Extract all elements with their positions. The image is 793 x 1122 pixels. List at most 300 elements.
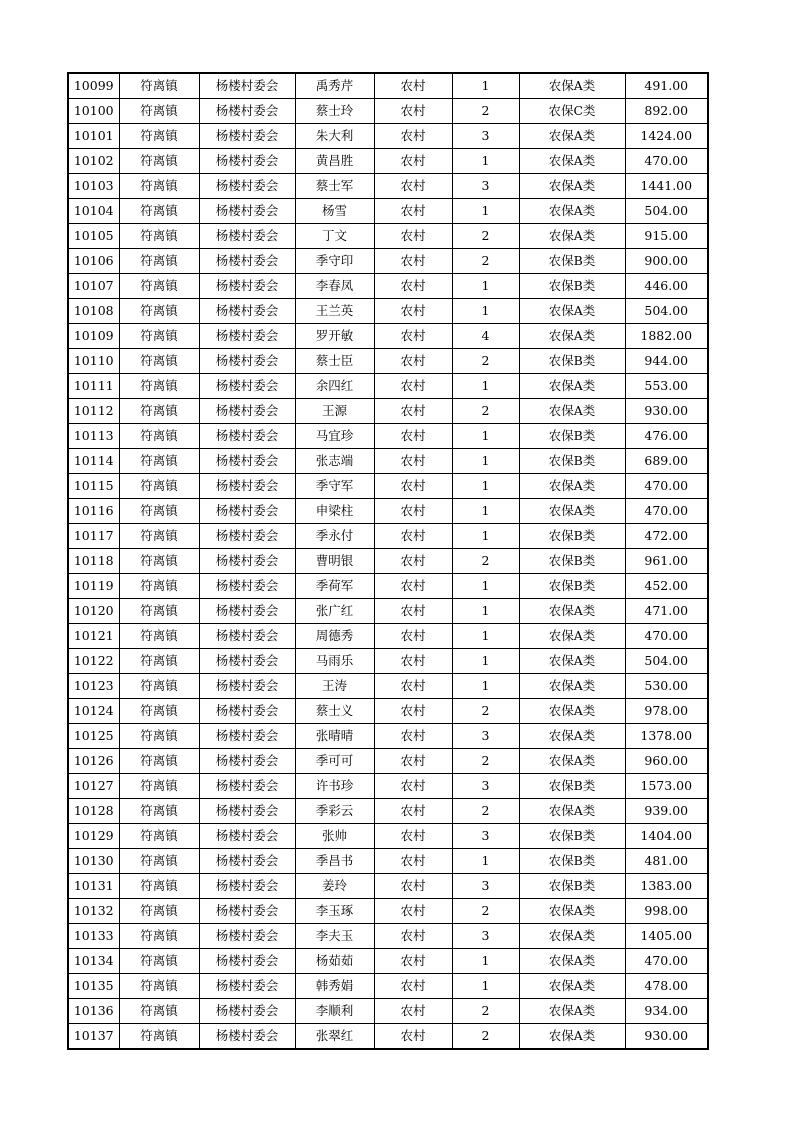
village-cell: 杨楼村委会 [199,249,295,274]
name-cell: 曹明银 [295,549,374,574]
name-cell: 张翠红 [295,1024,374,1050]
amount-cell: 471.00 [625,599,708,624]
category-cell: 农保A类 [519,474,625,499]
amount-cell: 930.00 [625,399,708,424]
category-cell: 农保A类 [519,299,625,324]
table-row [68,349,708,374]
category-cell: 农保B类 [519,449,625,474]
town-cell: 符离镇 [119,249,199,274]
area-type-cell: 农村 [374,324,452,349]
table-row [68,699,708,724]
household-size-cell: 2 [452,899,519,924]
area-type-cell: 农村 [374,874,452,899]
name-cell: 申梁柱 [295,499,374,524]
village-cell: 杨楼村委会 [199,199,295,224]
category-cell: 农保B类 [519,824,625,849]
table-row [68,974,708,999]
area-type-cell: 农村 [374,474,452,499]
amount-cell: 1573.00 [625,774,708,799]
amount-cell: 472.00 [625,524,708,549]
category-cell: 农保A类 [519,949,625,974]
village-cell: 杨楼村委会 [199,73,295,99]
name-cell: 韩秀娟 [295,974,374,999]
record-id-cell: 10137 [68,1024,119,1050]
village-cell: 杨楼村委会 [199,224,295,249]
record-id-cell: 10133 [68,924,119,949]
amount-cell: 504.00 [625,199,708,224]
household-size-cell: 2 [452,399,519,424]
name-cell: 张志端 [295,449,374,474]
table-row [68,599,708,624]
household-size-cell: 1 [452,274,519,299]
amount-cell: 1404.00 [625,824,708,849]
name-cell: 季可可 [295,749,374,774]
village-cell: 杨楼村委会 [199,274,295,299]
record-id-cell: 10104 [68,199,119,224]
table-row [68,99,708,124]
town-cell: 符离镇 [119,524,199,549]
town-cell: 符离镇 [119,599,199,624]
area-type-cell: 农村 [374,574,452,599]
record-id-cell: 10126 [68,749,119,774]
amount-cell: 892.00 [625,99,708,124]
record-id-cell: 10106 [68,249,119,274]
name-cell: 张帅 [295,824,374,849]
category-cell: 农保A类 [519,999,625,1024]
category-cell: 农保B类 [519,574,625,599]
record-id-cell: 10102 [68,149,119,174]
table-row [68,874,708,899]
town-cell: 符离镇 [119,924,199,949]
record-id-cell: 10121 [68,624,119,649]
category-cell: 农保A类 [519,199,625,224]
record-id-cell: 10112 [68,399,119,424]
name-cell: 张广红 [295,599,374,624]
category-cell: 农保A类 [519,399,625,424]
area-type-cell: 农村 [374,124,452,149]
table-row [68,924,708,949]
amount-cell: 476.00 [625,424,708,449]
household-size-cell: 1 [452,299,519,324]
town-cell: 符离镇 [119,699,199,724]
record-id-cell: 10110 [68,349,119,374]
area-type-cell: 农村 [374,649,452,674]
village-cell: 杨楼村委会 [199,899,295,924]
table-row [68,774,708,799]
record-id-cell: 10109 [68,324,119,349]
name-cell: 王涛 [295,674,374,699]
table-row [68,899,708,924]
record-id-cell: 10125 [68,724,119,749]
household-size-cell: 1 [452,524,519,549]
area-type-cell: 农村 [374,799,452,824]
category-cell: 农保A类 [519,674,625,699]
household-size-cell: 3 [452,174,519,199]
town-cell: 符离镇 [119,824,199,849]
category-cell: 农保B类 [519,549,625,574]
amount-cell: 470.00 [625,499,708,524]
village-cell: 杨楼村委会 [199,474,295,499]
category-cell: 农保A类 [519,124,625,149]
area-type-cell: 农村 [374,674,452,699]
name-cell: 季荷军 [295,574,374,599]
records-table [67,72,709,1050]
category-cell: 农保C类 [519,99,625,124]
record-id-cell: 10119 [68,574,119,599]
town-cell: 符离镇 [119,449,199,474]
village-cell: 杨楼村委会 [199,999,295,1024]
record-id-cell: 10103 [68,174,119,199]
area-type-cell: 农村 [374,99,452,124]
name-cell: 许书珍 [295,774,374,799]
amount-cell: 478.00 [625,974,708,999]
household-size-cell: 2 [452,99,519,124]
table-row [68,649,708,674]
amount-cell: 961.00 [625,549,708,574]
table-row [68,124,708,149]
record-id-cell: 10132 [68,899,119,924]
town-cell: 符离镇 [119,899,199,924]
village-cell: 杨楼村委会 [199,399,295,424]
table-row [68,474,708,499]
household-size-cell: 3 [452,924,519,949]
name-cell: 丁文 [295,224,374,249]
amount-cell: 1441.00 [625,174,708,199]
amount-cell: 939.00 [625,799,708,824]
town-cell: 符离镇 [119,199,199,224]
household-size-cell: 2 [452,1024,519,1050]
amount-cell: 491.00 [625,73,708,99]
amount-cell: 930.00 [625,1024,708,1050]
record-id-cell: 10123 [68,674,119,699]
name-cell: 杨茹茹 [295,949,374,974]
area-type-cell: 农村 [374,624,452,649]
category-cell: 农保A类 [519,73,625,99]
household-size-cell: 2 [452,999,519,1024]
household-size-cell: 4 [452,324,519,349]
category-cell: 农保B类 [519,849,625,874]
town-cell: 符离镇 [119,849,199,874]
table-row [68,149,708,174]
area-type-cell: 农村 [374,924,452,949]
town-cell: 符离镇 [119,424,199,449]
area-type-cell: 农村 [374,599,452,624]
area-type-cell: 农村 [374,349,452,374]
village-cell: 杨楼村委会 [199,349,295,374]
name-cell: 蔡士玲 [295,99,374,124]
table-row [68,1024,708,1050]
name-cell: 李春凤 [295,274,374,299]
category-cell: 农保A类 [519,899,625,924]
village-cell: 杨楼村委会 [199,549,295,574]
town-cell: 符离镇 [119,124,199,149]
category-cell: 农保A类 [519,599,625,624]
household-size-cell: 1 [452,574,519,599]
amount-cell: 689.00 [625,449,708,474]
record-id-cell: 10118 [68,549,119,574]
name-cell: 余四红 [295,374,374,399]
record-id-cell: 10100 [68,99,119,124]
amount-cell: 978.00 [625,699,708,724]
name-cell: 蔡士义 [295,699,374,724]
town-cell: 符离镇 [119,374,199,399]
table-row [68,524,708,549]
amount-cell: 915.00 [625,224,708,249]
household-size-cell: 2 [452,249,519,274]
name-cell: 杨雪 [295,199,374,224]
amount-cell: 452.00 [625,574,708,599]
record-id-cell: 10124 [68,699,119,724]
category-cell: 农保A类 [519,149,625,174]
table-row [68,949,708,974]
area-type-cell: 农村 [374,249,452,274]
name-cell: 王源 [295,399,374,424]
village-cell: 杨楼村委会 [199,124,295,149]
category-cell: 农保A类 [519,749,625,774]
village-cell: 杨楼村委会 [199,174,295,199]
household-size-cell: 1 [452,149,519,174]
name-cell: 李玉琢 [295,899,374,924]
record-id-cell: 10117 [68,524,119,549]
household-size-cell: 1 [452,649,519,674]
category-cell: 农保B类 [519,424,625,449]
table-row [68,374,708,399]
name-cell: 禹秀芹 [295,73,374,99]
town-cell: 符离镇 [119,1024,199,1050]
household-size-cell: 1 [452,949,519,974]
village-cell: 杨楼村委会 [199,674,295,699]
amount-cell: 446.00 [625,274,708,299]
table-row [68,449,708,474]
category-cell: 农保A类 [519,924,625,949]
household-size-cell: 1 [452,424,519,449]
name-cell: 黄昌胜 [295,149,374,174]
village-cell: 杨楼村委会 [199,99,295,124]
household-size-cell: 1 [452,499,519,524]
record-id-cell: 10113 [68,424,119,449]
household-size-cell: 1 [452,73,519,99]
category-cell: 农保A类 [519,174,625,199]
area-type-cell: 农村 [374,199,452,224]
area-type-cell: 农村 [374,399,452,424]
amount-cell: 553.00 [625,374,708,399]
village-cell: 杨楼村委会 [199,649,295,674]
town-cell: 符离镇 [119,974,199,999]
town-cell: 符离镇 [119,349,199,374]
village-cell: 杨楼村委会 [199,449,295,474]
category-cell: 农保B类 [519,349,625,374]
record-id-cell: 10128 [68,799,119,824]
record-id-cell: 10111 [68,374,119,399]
amount-cell: 900.00 [625,249,708,274]
household-size-cell: 3 [452,824,519,849]
amount-cell: 1378.00 [625,724,708,749]
table-row [68,249,708,274]
name-cell: 罗开敏 [295,324,374,349]
record-id-cell: 10127 [68,774,119,799]
household-size-cell: 3 [452,774,519,799]
name-cell: 李夫玉 [295,924,374,949]
town-cell: 符离镇 [119,149,199,174]
table-row [68,749,708,774]
town-cell: 符离镇 [119,774,199,799]
town-cell: 符离镇 [119,549,199,574]
record-id-cell: 10099 [68,73,119,99]
amount-cell: 1405.00 [625,924,708,949]
category-cell: 农保B类 [519,524,625,549]
household-size-cell: 2 [452,799,519,824]
table-row [68,624,708,649]
category-cell: 农保B类 [519,774,625,799]
table-row [68,399,708,424]
village-cell: 杨楼村委会 [199,499,295,524]
village-cell: 杨楼村委会 [199,1024,295,1050]
household-size-cell: 2 [452,699,519,724]
area-type-cell: 农村 [374,974,452,999]
category-cell: 农保A类 [519,374,625,399]
village-cell: 杨楼村委会 [199,924,295,949]
household-size-cell: 1 [452,374,519,399]
name-cell: 蔡士臣 [295,349,374,374]
area-type-cell: 农村 [374,299,452,324]
record-id-cell: 10134 [68,949,119,974]
town-cell: 符离镇 [119,949,199,974]
town-cell: 符离镇 [119,474,199,499]
area-type-cell: 农村 [374,174,452,199]
household-size-cell: 1 [452,974,519,999]
town-cell: 符离镇 [119,99,199,124]
amount-cell: 470.00 [625,149,708,174]
area-type-cell: 农村 [374,699,452,724]
amount-cell: 470.00 [625,624,708,649]
area-type-cell: 农村 [374,749,452,774]
record-id-cell: 10115 [68,474,119,499]
town-cell: 符离镇 [119,999,199,1024]
town-cell: 符离镇 [119,574,199,599]
name-cell: 李顺利 [295,999,374,1024]
category-cell: 农保A类 [519,649,625,674]
name-cell: 季彩云 [295,799,374,824]
category-cell: 农保A类 [519,324,625,349]
household-size-cell: 2 [452,549,519,574]
area-type-cell: 农村 [374,949,452,974]
area-type-cell: 农村 [374,274,452,299]
record-id-cell: 10135 [68,974,119,999]
record-id-cell: 10120 [68,599,119,624]
town-cell: 符离镇 [119,274,199,299]
table-row [68,174,708,199]
village-cell: 杨楼村委会 [199,799,295,824]
table-row [68,674,708,699]
amount-cell: 470.00 [625,474,708,499]
town-cell: 符离镇 [119,624,199,649]
name-cell: 马宜珍 [295,424,374,449]
area-type-cell: 农村 [374,499,452,524]
town-cell: 符离镇 [119,874,199,899]
area-type-cell: 农村 [374,449,452,474]
name-cell: 蔡士军 [295,174,374,199]
area-type-cell: 农村 [374,149,452,174]
category-cell: 农保A类 [519,974,625,999]
village-cell: 杨楼村委会 [199,774,295,799]
record-id-cell: 10129 [68,824,119,849]
area-type-cell: 农村 [374,824,452,849]
village-cell: 杨楼村委会 [199,974,295,999]
town-cell: 符离镇 [119,324,199,349]
village-cell: 杨楼村委会 [199,874,295,899]
household-size-cell: 1 [452,474,519,499]
village-cell: 杨楼村委会 [199,424,295,449]
amount-cell: 530.00 [625,674,708,699]
record-id-cell: 10116 [68,499,119,524]
record-id-cell: 10130 [68,849,119,874]
household-size-cell: 3 [452,124,519,149]
amount-cell: 934.00 [625,999,708,1024]
category-cell: 农保A类 [519,499,625,524]
category-cell: 农保A类 [519,724,625,749]
record-id-cell: 10108 [68,299,119,324]
household-size-cell: 2 [452,224,519,249]
village-cell: 杨楼村委会 [199,524,295,549]
village-cell: 杨楼村委会 [199,574,295,599]
village-cell: 杨楼村委会 [199,599,295,624]
amount-cell: 504.00 [625,299,708,324]
table-row [68,724,708,749]
name-cell: 姜玲 [295,874,374,899]
household-size-cell: 1 [452,674,519,699]
category-cell: 农保B类 [519,249,625,274]
amount-cell: 960.00 [625,749,708,774]
town-cell: 符离镇 [119,224,199,249]
record-id-cell: 10122 [68,649,119,674]
area-type-cell: 农村 [374,899,452,924]
record-id-cell: 10131 [68,874,119,899]
village-cell: 杨楼村委会 [199,724,295,749]
town-cell: 符离镇 [119,499,199,524]
table-row [68,849,708,874]
name-cell: 张晴晴 [295,724,374,749]
town-cell: 符离镇 [119,749,199,774]
household-size-cell: 1 [452,449,519,474]
town-cell: 符离镇 [119,674,199,699]
household-size-cell: 1 [452,849,519,874]
area-type-cell: 农村 [374,849,452,874]
table-row [68,199,708,224]
village-cell: 杨楼村委会 [199,149,295,174]
table-row [68,574,708,599]
table-row [68,424,708,449]
household-size-cell: 1 [452,199,519,224]
name-cell: 季永付 [295,524,374,549]
category-cell: 农保A类 [519,224,625,249]
town-cell: 符离镇 [119,73,199,99]
village-cell: 杨楼村委会 [199,374,295,399]
table-row [68,824,708,849]
household-size-cell: 3 [452,874,519,899]
name-cell: 季守军 [295,474,374,499]
category-cell: 农保B类 [519,274,625,299]
area-type-cell: 农村 [374,374,452,399]
table-row [68,224,708,249]
household-size-cell: 3 [452,724,519,749]
table-row [68,799,708,824]
table-row [68,324,708,349]
village-cell: 杨楼村委会 [199,749,295,774]
table-row [68,274,708,299]
table-row [68,73,708,99]
amount-cell: 481.00 [625,849,708,874]
category-cell: 农保A类 [519,799,625,824]
